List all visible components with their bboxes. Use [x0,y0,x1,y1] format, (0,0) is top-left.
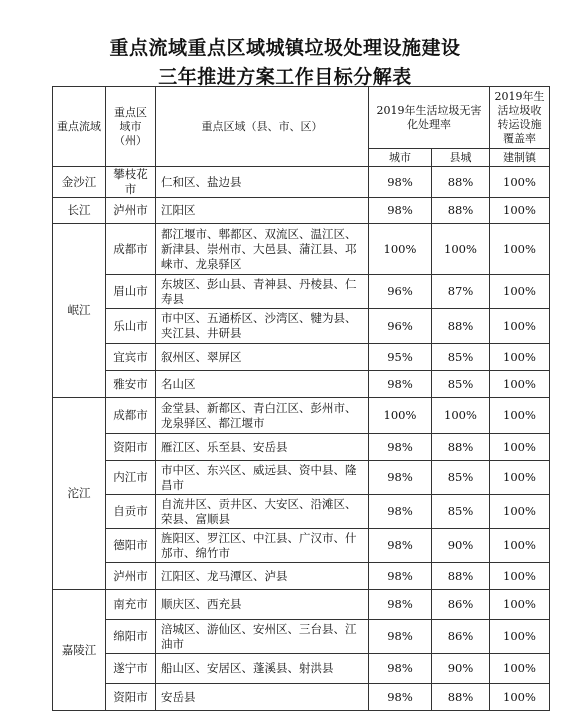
table-row [53,398,550,434]
table-row [53,309,550,344]
town-coverage-cell: 100% [490,371,550,398]
table-row [53,461,550,495]
header-county-col: 县城 [432,149,490,167]
areas-cell: 金堂县、新都区、青白江区、彭州市、龙泉驿区、都江堰市 [156,398,369,434]
city-cell: 遂宁市 [106,654,156,684]
county-rate-cell: 100% [432,398,490,434]
town-coverage-cell: 100% [490,590,550,620]
areas-cell: 雁江区、乐至县、安岳县 [156,434,369,461]
page-subtitle: 三年推进方案工作目标分解表 [158,66,412,88]
town-coverage-cell: 100% [490,309,550,344]
table-row [53,167,550,198]
areas-cell: 市中区、五通桥区、沙湾区、犍为县、夹江县、井研县 [156,309,369,344]
city-cell: 南充市 [106,590,156,620]
county-rate-cell: 90% [432,654,490,684]
city-cell: 资阳市 [106,434,156,461]
header-row [53,87,550,149]
town-coverage-cell: 100% [490,344,550,371]
areas-cell: 江阳区、龙马潭区、泸县 [156,563,369,590]
urban-rate-cell: 96% [369,309,432,344]
table-body [53,87,550,711]
county-rate-cell: 85% [432,461,490,495]
city-cell: 资阳市 [106,684,156,711]
town-coverage-cell: 100% [490,434,550,461]
urban-rate-cell: 98% [369,495,432,529]
table-row [53,563,550,590]
areas-cell: 叙州区、翠屏区 [156,344,369,371]
table-row [53,590,550,620]
town-coverage-cell: 100% [490,224,550,275]
header-city: 重点区域市（州） [106,87,156,167]
table-row [53,224,550,275]
table-row [53,684,550,711]
county-rate-cell: 85% [432,495,490,529]
town-coverage-cell: 100% [490,461,550,495]
header-town-col: 建制镇 [490,149,550,167]
county-rate-cell: 88% [432,167,490,198]
table-row [53,371,550,398]
county-rate-cell: 85% [432,371,490,398]
city-cell: 德阳市 [106,529,156,563]
urban-rate-cell: 98% [369,563,432,590]
header-basin: 重点流域 [53,87,106,167]
county-rate-cell: 86% [432,620,490,654]
urban-rate-cell: 95% [369,344,432,371]
county-rate-cell: 85% [432,344,490,371]
areas-cell: 顺庆区、西充县 [156,590,369,620]
urban-rate-cell: 98% [369,654,432,684]
urban-rate-cell: 98% [369,167,432,198]
header-coverage-2019: 2019年生活垃圾收转运设施覆盖率 [490,87,550,149]
urban-rate-cell: 98% [369,371,432,398]
city-cell: 内江市 [106,461,156,495]
town-coverage-cell: 100% [490,198,550,224]
urban-rate-cell: 98% [369,434,432,461]
basin-cell: 岷江 [53,224,106,398]
city-cell: 宜宾市 [106,344,156,371]
city-cell: 成都市 [106,398,156,434]
town-coverage-cell: 100% [490,275,550,309]
urban-rate-cell: 100% [369,224,432,275]
basin-cell: 嘉陵江 [53,590,106,711]
header-city-col: 城市 [369,149,432,167]
town-coverage-cell: 100% [490,529,550,563]
city-cell: 泸州市 [106,563,156,590]
town-coverage-cell: 100% [490,167,550,198]
city-cell: 自贡市 [106,495,156,529]
town-coverage-cell: 100% [490,495,550,529]
table-row [53,529,550,563]
county-rate-cell: 100% [432,224,490,275]
areas-cell: 都江堰市、郫都区、双流区、温江区、新津县、崇州市、大邑县、蒲江县、邛崃市、龙泉驿区 [156,224,369,275]
page-title: 重点流域重点区域城镇垃圾处理设施建设 [109,37,461,59]
areas-cell: 旌阳区、罗江区、中江县、广汉市、什邡市、绵竹市 [156,529,369,563]
county-rate-cell: 86% [432,590,490,620]
urban-rate-cell: 98% [369,620,432,654]
city-cell: 攀枝花市 [106,167,156,198]
basin-cell: 金沙江 [53,167,106,198]
table-row [53,344,550,371]
town-coverage-cell: 100% [490,684,550,711]
header-areas: 重点区域（县、市、区） [156,87,369,167]
city-cell: 泸州市 [106,198,156,224]
town-coverage-cell: 100% [490,620,550,654]
basin-cell: 长江 [53,198,106,224]
city-cell: 绵阳市 [106,620,156,654]
county-rate-cell: 88% [432,434,490,461]
urban-rate-cell: 100% [369,398,432,434]
county-rate-cell: 88% [432,309,490,344]
table-row [53,654,550,684]
town-coverage-cell: 100% [490,563,550,590]
city-cell: 成都市 [106,224,156,275]
target-table [52,86,550,711]
town-coverage-cell: 100% [490,654,550,684]
areas-cell: 船山区、安居区、蓬溪县、射洪县 [156,654,369,684]
table-row [53,434,550,461]
areas-cell: 仁和区、盐边县 [156,167,369,198]
urban-rate-cell: 96% [369,275,432,309]
town-coverage-cell: 100% [490,398,550,434]
city-cell: 乐山市 [106,309,156,344]
urban-rate-cell: 98% [369,198,432,224]
areas-cell: 涪城区、游仙区、安州区、三台县、江油市 [156,620,369,654]
areas-cell: 自流井区、贡井区、大安区、沿滩区、荣县、富顺县 [156,495,369,529]
table-row [53,275,550,309]
header-rate-2019: 2019年生活垃圾无害化处理率 [369,87,490,149]
table-row [53,198,550,224]
table-row [53,495,550,529]
urban-rate-cell: 98% [369,461,432,495]
city-cell: 眉山市 [106,275,156,309]
county-rate-cell: 88% [432,198,490,224]
county-rate-cell: 88% [432,563,490,590]
county-rate-cell: 88% [432,684,490,711]
areas-cell: 市中区、东兴区、威远县、资中县、隆昌市 [156,461,369,495]
county-rate-cell: 87% [432,275,490,309]
city-cell: 雅安市 [106,371,156,398]
urban-rate-cell: 98% [369,529,432,563]
county-rate-cell: 90% [432,529,490,563]
table-row [53,620,550,654]
urban-rate-cell: 98% [369,684,432,711]
urban-rate-cell: 98% [369,590,432,620]
areas-cell: 安岳县 [156,684,369,711]
areas-cell: 名山区 [156,371,369,398]
areas-cell: 东坡区、彭山县、青神县、丹棱县、仁寿县 [156,275,369,309]
areas-cell: 江阳区 [156,198,369,224]
basin-cell: 沱江 [53,398,106,590]
